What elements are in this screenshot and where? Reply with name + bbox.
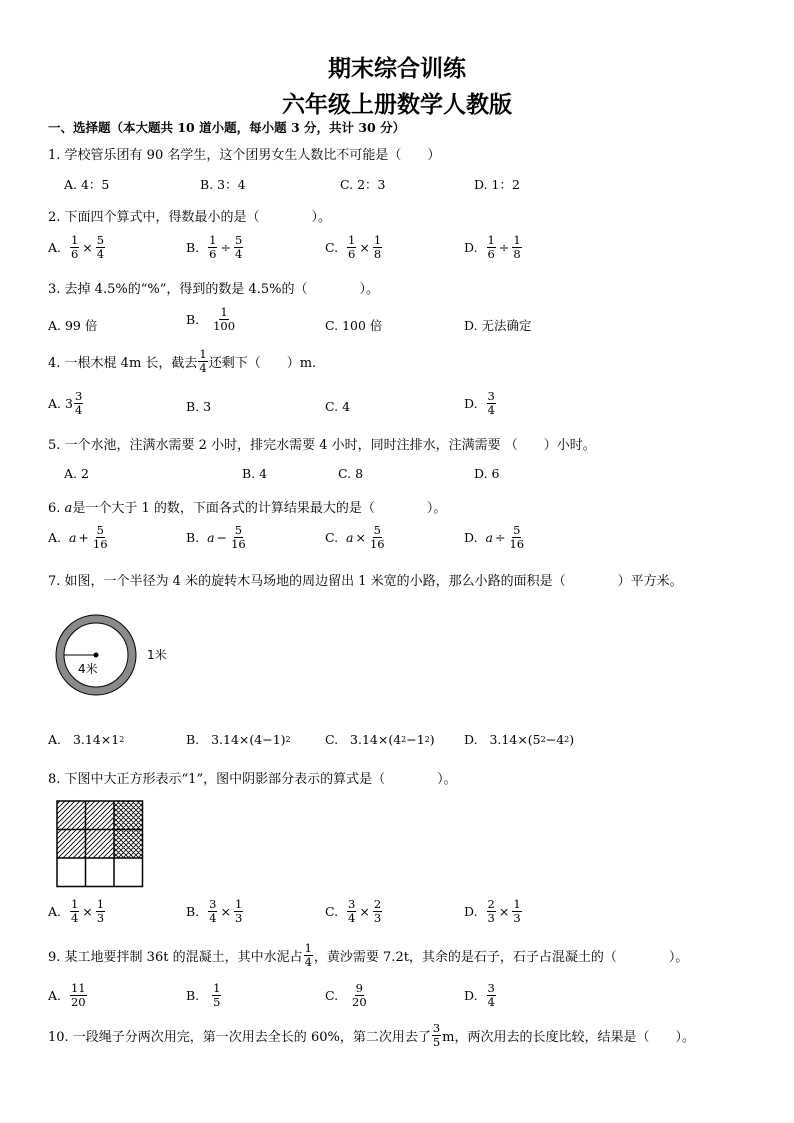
expression: 3.14×1 xyxy=(72,732,120,747)
operator: × xyxy=(359,904,370,919)
question-text: 是一个大于 1 的数，下面各式的计算结果最大的是（ ）。 xyxy=(72,501,447,516)
question-text: 还剩下（ ）m. xyxy=(208,356,317,371)
operator: ÷ xyxy=(220,240,231,255)
operator: + xyxy=(78,530,89,545)
expression: ) xyxy=(429,732,435,747)
fraction: $\frac{5}{16}$ xyxy=(231,523,246,551)
option-label: C. xyxy=(325,530,339,545)
question-text: 10. 一段绳子分两次用完，第一次用去全长的 60%，第二次用去了 xyxy=(48,1030,431,1045)
shaded-cell xyxy=(57,830,86,859)
q6-option-b[interactable] xyxy=(186,524,248,551)
exponent: 2 xyxy=(424,735,430,744)
q5-option-c[interactable]: C. 8 xyxy=(338,466,364,481)
option-label: B. xyxy=(186,988,200,1003)
option-label: B. xyxy=(186,732,200,747)
shaded-cell xyxy=(57,801,86,830)
question-8: 8. 下图中大正方形表示“1”，图中阴影部分表示的算式是（ ）。 xyxy=(48,772,457,787)
option-label: B. xyxy=(186,312,200,327)
q3-option-c[interactable]: C. 100 倍 xyxy=(325,318,383,333)
q8-option-c[interactable] xyxy=(325,898,383,925)
fraction: $\frac{5}{16}$ xyxy=(92,523,108,551)
q2-option-a[interactable] xyxy=(48,234,106,261)
fraction: $\frac{5}{16}$ xyxy=(509,523,525,551)
question-3: 3. 去掉 4.5%的“%”，得到的数是 4.5%的（ ）。 xyxy=(48,282,379,297)
fraction: $\frac{9}{20}$ xyxy=(352,981,367,1009)
q9-option-d[interactable] xyxy=(464,982,497,1009)
question-2: 2. 下面四个算式中，得数最小的是（ ）。 xyxy=(48,210,332,225)
q6-option-c[interactable] xyxy=(325,524,387,551)
fraction: $\frac{1}{8}$ xyxy=(373,233,382,261)
q1-option-a[interactable]: A. 4：5 xyxy=(64,177,110,192)
option-label: C. xyxy=(325,904,339,919)
q7-option-a[interactable] xyxy=(48,732,124,747)
fraction: $\frac{1}{4}$ xyxy=(304,941,312,969)
shaded-cell xyxy=(86,801,115,830)
q8-option-a[interactable] xyxy=(48,898,106,925)
q2-option-b[interactable] xyxy=(186,234,244,261)
operator: × xyxy=(220,904,231,919)
exponent: 2 xyxy=(401,735,407,744)
fraction: $\frac{3}{4}$ xyxy=(487,389,495,417)
q4-option-c[interactable]: C. 4 xyxy=(325,399,351,414)
q3-option-b[interactable] xyxy=(186,306,237,333)
question-1: 1. 学校管乐团有 90 名学生，这个团男女生人数比不可能是（ ） xyxy=(48,148,441,163)
fraction: $\frac{1}{3}$ xyxy=(234,897,243,925)
q3-option-a[interactable]: A. 99 倍 xyxy=(48,318,98,333)
q3-option-d[interactable]: D. 无法确定 xyxy=(464,318,532,333)
question-number: 6. xyxy=(48,501,65,516)
center-point xyxy=(94,653,99,658)
operator: − xyxy=(216,530,228,545)
expression: 3.14×(4−1) xyxy=(211,732,286,747)
expression: −4 xyxy=(545,732,565,747)
exponent: 2 xyxy=(540,735,546,744)
fraction: $\frac{3}{4}$ xyxy=(348,897,356,925)
page-subtitle: 六年级上册数学人教版 xyxy=(282,92,512,118)
operator: ÷ xyxy=(498,240,510,255)
option-label: A. xyxy=(48,530,62,545)
question-text: m，两次用去的长度比较，结果是（ ）。 xyxy=(442,1030,695,1045)
option-label: D. xyxy=(464,988,478,1003)
q5-option-a[interactable]: A. 2 xyxy=(64,466,89,481)
q1-option-b[interactable]: B. 3：4 xyxy=(200,177,246,192)
fraction: $\frac{1}{6}$ xyxy=(348,233,356,261)
section-heading: 一、选择题（本大题共 10 道小题，每小题 3 分，共计 30 分） xyxy=(48,120,406,135)
option-label: A. xyxy=(48,732,62,747)
q2-option-c[interactable] xyxy=(325,234,383,261)
question-9 xyxy=(48,942,688,969)
fraction: $\frac{3}{5}$ xyxy=(432,1021,441,1049)
fraction: $\frac{5}{4}$ xyxy=(234,233,243,261)
expression: ) xyxy=(569,732,575,747)
variable: a xyxy=(207,530,215,545)
expression: 3.14×(5 xyxy=(489,732,541,747)
width-label: 1米 xyxy=(147,648,167,662)
fraction: $\frac{1}{8}$ xyxy=(513,233,521,261)
fraction: $\frac{5}{4}$ xyxy=(96,233,105,261)
q9-option-a[interactable] xyxy=(48,982,88,1009)
q9-option-c[interactable] xyxy=(325,982,369,1009)
q6-option-a[interactable] xyxy=(48,524,110,551)
cross-shaded-cell xyxy=(114,801,143,830)
question-5: 5. 一个水池，注满水需要 2 小时，排完水需要 4 小时，同时注排水，注满需要 （ ）小时。 xyxy=(48,438,596,453)
operator: ÷ xyxy=(494,530,506,545)
q8-option-d[interactable] xyxy=(464,898,523,925)
fraction: $\frac{1}{5}$ xyxy=(213,981,221,1009)
q1-option-d[interactable]: D. 1：2 xyxy=(474,177,520,192)
fraction: $\frac{3}{4}$ xyxy=(209,897,217,925)
q7-option-d[interactable] xyxy=(464,732,574,747)
option-label: C. xyxy=(325,988,339,1003)
option-label: B. xyxy=(186,240,200,255)
square-grid-diagram xyxy=(56,800,146,890)
question-4 xyxy=(48,348,316,375)
fraction: $\frac{11}{20}$ xyxy=(70,981,86,1009)
option-label: A. 3 xyxy=(48,396,73,411)
question-10 xyxy=(48,1022,695,1049)
option-label: C. xyxy=(325,240,339,255)
option-label: D. xyxy=(464,240,478,255)
option-label: A. xyxy=(48,988,62,1003)
option-label: D. xyxy=(464,530,478,545)
q7-option-c[interactable] xyxy=(325,732,435,747)
q5-option-d[interactable]: D. 6 xyxy=(474,466,500,481)
operator: × xyxy=(498,904,510,919)
fraction: $\frac{2}{3}$ xyxy=(373,897,382,925)
ring-diagram xyxy=(44,610,194,706)
option-label: C. xyxy=(325,732,339,747)
exponent: 2 xyxy=(285,735,291,744)
q9-option-b[interactable] xyxy=(186,982,222,1009)
q2-option-d[interactable] xyxy=(464,234,523,261)
variable: a xyxy=(64,501,73,516)
expression: −1 xyxy=(406,732,425,747)
radius-label: 4米 xyxy=(78,662,98,676)
question-7: 7. 如图，一个半径为 4 米的旋转木马场地的周边留出 1 米宽的小路，那么小路的面积是（ ）平方米。 xyxy=(48,574,683,589)
option-label: D. xyxy=(464,396,478,411)
q4-option-d[interactable] xyxy=(464,390,497,417)
question-text: ，黄沙需要 7.2t，其余的是石子，石子占混凝土的（ ）。 xyxy=(313,950,689,965)
fraction: $\frac{3}{4}$ xyxy=(74,389,83,417)
expression: 3.14×(4 xyxy=(350,732,402,747)
variable: a xyxy=(485,530,493,545)
exponent: 2 xyxy=(119,735,125,744)
fraction: $\frac{1}{4}$ xyxy=(70,897,79,925)
fraction: $\frac{1}{6}$ xyxy=(487,233,495,261)
fraction: $\frac{1}{3}$ xyxy=(96,897,105,925)
fraction: $\frac{1}{6}$ xyxy=(70,233,79,261)
option-label: B. xyxy=(186,530,200,545)
question-text: 4. 一根木棍 4m 长，截去 xyxy=(48,356,198,371)
cross-shaded-cell xyxy=(114,830,143,859)
q1-option-c[interactable]: C. 2：3 xyxy=(340,177,386,192)
option-label: D. xyxy=(464,904,478,919)
question-text: 9. 某工地要拌制 36t 的混凝土，其中水泥占 xyxy=(48,950,303,965)
q6-option-d[interactable] xyxy=(464,524,526,551)
option-label: A. xyxy=(48,240,62,255)
operator: × xyxy=(359,240,370,255)
q4-option-a[interactable] xyxy=(48,390,84,417)
fraction: $\frac{2}{3}$ xyxy=(487,897,495,925)
q7-option-b[interactable] xyxy=(186,732,291,747)
option-label: A. xyxy=(48,904,62,919)
variable: a xyxy=(346,530,354,545)
fraction: $\frac{3}{4}$ xyxy=(487,981,495,1009)
fraction: $\frac{1}{4}$ xyxy=(199,347,207,375)
q4-option-b[interactable]: B. 3 xyxy=(186,399,212,414)
exponent: 2 xyxy=(564,735,570,744)
variable: a xyxy=(68,530,77,545)
fraction: $\frac{5}{16}$ xyxy=(369,523,385,551)
fraction: $\frac{1}{100}$ xyxy=(213,305,236,333)
operator: × xyxy=(355,530,366,545)
q8-option-b[interactable] xyxy=(186,898,244,925)
fraction: $\frac{1}{6}$ xyxy=(209,233,217,261)
question-6 xyxy=(48,497,446,516)
page-title: 期末综合训练 xyxy=(328,56,466,82)
fraction: $\frac{1}{3}$ xyxy=(513,897,521,925)
option-label: B. xyxy=(186,904,200,919)
q5-option-b[interactable]: B. 4 xyxy=(242,466,268,481)
operator: × xyxy=(82,240,93,255)
option-label: D. xyxy=(464,732,478,747)
shaded-cell xyxy=(86,830,115,859)
operator: × xyxy=(82,904,93,919)
